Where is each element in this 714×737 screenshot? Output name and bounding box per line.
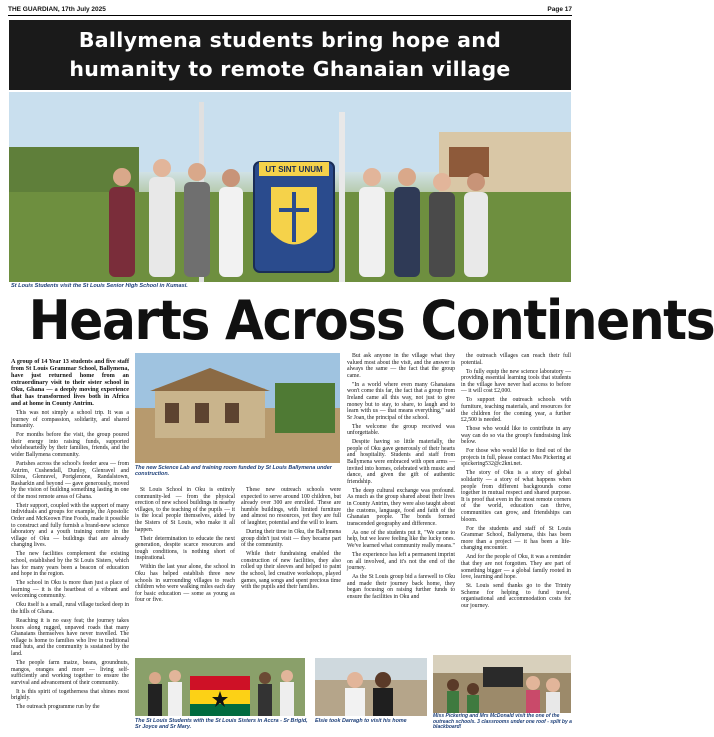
article-lead: A group of 14 Year 13 students and five staff from St Louis Grammar School, Ballymena, have just returned home from an extraordinary visit to their sister school in Oku, Ghana — a deeply moving experience that has transformed lives both in Africa and at home in County Antrim.	[11, 358, 129, 407]
lab-photo	[135, 353, 340, 463]
article-paragraph: St. Louis send thanks go to the Trinity Scheme for helping to fund travel, organisational and accommodation costs for our journey.	[461, 583, 571, 609]
article-column-3	[241, 487, 341, 657]
article-paragraph: It is this spirit of togetherness that shines most brightly.	[11, 688, 129, 702]
article-paragraph: As one of the students put it, "We came to help, but we leave feeling like the lucky ones. We've learned what community really means."	[347, 529, 455, 549]
elsie-photo	[315, 658, 427, 716]
lab-caption: The new Science Lab and training room funded by St Louis Ballymena under construction.	[135, 465, 332, 478]
article-column-1	[11, 358, 129, 730]
article-column-4	[347, 353, 455, 653]
article-paragraph: And for the people of Oku, it was a reminder that they are not forgotten. They are part of something bigger — a global family rooted in love, learning and hope.	[461, 554, 571, 581]
article-paragraph: For the students and staff of St Louis Grammar School, Ballymena, this has been more than a project — it has been a life-changing encounter.	[461, 525, 571, 552]
masthead	[8, 4, 572, 16]
article-column-5	[461, 353, 571, 653]
hero-photo-illustration	[9, 92, 571, 282]
article-paragraph: For months before the visit, the group poured their energy into raising funds, supported wholeheartedly by their families, friends, and the wider Ballymena community.	[11, 432, 129, 458]
sisters-caption: The St Louis Students with the St Louis Sisters in Accra - Sr Brigid, Sr Joyce and Sr Mary.	[135, 718, 308, 731]
article-paragraph: For those who would like to find out of the projects in full, please contact Mss Pickering at spickering532@c2kni.net.	[461, 448, 571, 468]
article-paragraph: But ask anyone in the village what they valued most about the visit, and the answer is always the same — the fact that the group came.	[347, 353, 455, 379]
article-paragraph: The new facilities complement the existing school, established by the St Louis Sisters, which has for many years been a beacon of education and hope in the region.	[11, 551, 129, 578]
article-paragraph: The story of Oku is a story of global solidarity — a story of what happens when people from different backgrounds come together in mutual respect and shared purpose. It is proof that even in the most remote corners of the world, education can thrive, communities can grow, and friendships can bloom.	[461, 470, 571, 523]
article-paragraph: Oku itself is a small, rural village tucked deep in the hills of Ghana.	[11, 602, 129, 615]
article-paragraph: To support the outreach schools with furniture, teaching materials, and resources for the children for the coming year, a further £2,500 is needed.	[461, 397, 571, 424]
classroom-photo	[433, 655, 571, 713]
article-paragraph: St Louis School in Oku is entirely community-led — from the physical erection of new school buildings in nearby villages, to the teaching of the pupils — it is the local people themselves, aided by the Sisters of St Louis, who make it all happen.	[135, 487, 235, 533]
headline-banner	[9, 20, 571, 90]
article-paragraph: The school in Oku is more than just a place of learning — it is the heartbeat of a vibrant and welcoming community.	[11, 580, 129, 600]
lab-photo-illustration	[135, 353, 340, 463]
elsie-photo-illustration	[315, 658, 427, 716]
article-paragraph: Their support, coupled with the support of many individuals and groups for example, the Apostolic Order and McKeown Fine Foods, made it possible to construct and fully furnish a brand-new science laboratory and a youth training centre in the village of Oku — buildings that are already changing lives.	[11, 502, 129, 549]
article-paragraph: Those who would like to contribute in any way can do so via the group's fundraising link below.	[461, 426, 571, 446]
article-paragraph: The deep cultural exchange was profound. As much as the group shared about their lives in County Antrim, they were also taught about the customs, language, food and faith of the Ghanaian people. The bonds formed transcended geography and difference.	[347, 487, 455, 527]
classroom-caption: Miss Pickering and Mrs McDonald visit the one of the outreach schools. 3 classrooms under one roof - split by a blackboard!	[433, 713, 572, 731]
crest-motto: UT SINT UNUM	[265, 165, 323, 174]
page-number: Page 17	[547, 6, 572, 13]
article-paragraph: The experience has left a permanent imprint on all involved, and it's not the end of the journey.	[347, 551, 455, 572]
article-paragraph: During their time in Oku, the Ballymena group didn't just visit — they became part of the community.	[241, 528, 341, 549]
article-paragraph: The welcome the group received was unforgettable.	[347, 423, 455, 437]
article-paragraph: While their fundraising enabled the construction of new facilities, they also rolled up their sleeves and helped to paint the school, led creative workshops, played games, sang songs and spent precious time with the pupils and their families.	[241, 551, 341, 591]
paper-dateline: THE GUARDIAN, 17th July 2025	[8, 6, 106, 13]
article-paragraph: Parishes across the school's feeder area — from Antrim, Cushendall, Dunloy, Glenravel and Kilrea, Glenravel, Portglenone, Randalstown, Rasharkin and beyond — gave generously, moved by the vision of building something lasting in one of the most remote areas of Ghana.	[11, 460, 129, 500]
elsie-caption: Elsie took Darragh to visit his home	[315, 718, 407, 724]
article-paragraph: Reaching it is no easy feat; the journey takes hours along rugged, unpaved roads that many Ghanaians themselves have never travelled. The village is home to families who live in traditional mud huts, and the community is sustained by the land.	[11, 617, 129, 657]
article-paragraph: This was not simply a school trip. It was a journey of compassion, solidarity, and shared humanity.	[11, 410, 129, 430]
article-paragraph: the outreach villages can reach their full potential.	[461, 353, 571, 366]
article-paragraph: The outreach programme run by the	[16, 704, 100, 711]
article-paragraph: Despite having so little materially, the people of Oku gave generously of their hearts and hospitality. Students and staff from Ballymena were embraced with open arms — invited into homes, celebrated with music and dance, and given the gift of authentic friendship.	[347, 439, 455, 485]
classroom-photo-illustration	[433, 655, 571, 713]
sisters-photo	[135, 658, 305, 716]
article-paragraph: Their determination to educate the next generation, despite scarce resources and tough conditions, is nothing short of inspirational.	[135, 535, 235, 562]
article-paragraph: These new outreach schools were expected to serve around 100 children, but already over 300 are enrolled. These are humble buildings, with limited furniture and almost no resources, yet they are full of laughter, potential and the will to learn.	[241, 487, 341, 526]
article-paragraph: Within the last year alone, the school in Oku has helped establish three new schools in surrounding villages to reach children who were walking miles each day for basic education — some as young as four or five.	[135, 564, 235, 604]
banner-line-1: Ballymena students bring hope and	[78, 28, 502, 52]
main-headline: Hearts Across Continents	[28, 289, 714, 352]
banner-line-2: humanity to remote Ghanaian village	[69, 57, 511, 81]
hero-caption: St Louis Students visit the St Louis Senior High School in Kumasi.	[11, 283, 188, 289]
article-paragraph: To fully equip the new science laboratory — providing essential learning tools that students in the village have never had access to before — it will cost £2,000.	[461, 368, 571, 395]
article-column-2	[135, 487, 235, 657]
article-paragraph: The people farm maize, beans, groundnuts, mangos, oranges and more — living self-sufficiently and working together to ensure the survival and advancement of their community.	[11, 659, 129, 686]
hero-photo	[9, 92, 571, 282]
article-paragraph: As the St Louis group bid a farewell to Oku and made their journey back home, they began focusing on raising further funds to ensure the facilities in Oku and	[347, 574, 455, 600]
article-paragraph: "In a world where even many Ghanaians won't come this far, the fact that a group from Ireland came all this way, not just to give money but to stay, to share, to laugh and to learn with us — that means everything," said Sr Joan, the principal of the school.	[347, 381, 455, 421]
sisters-photo-illustration	[135, 658, 305, 716]
